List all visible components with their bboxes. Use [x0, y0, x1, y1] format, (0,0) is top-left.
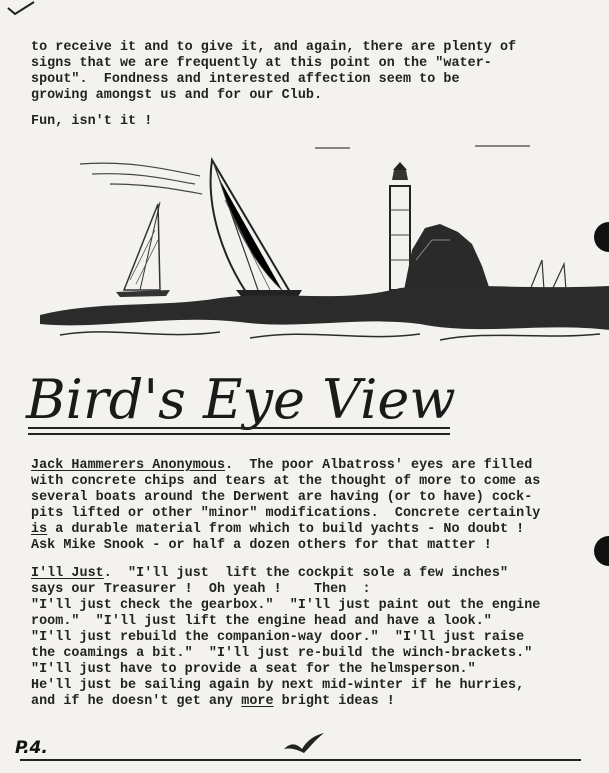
emphasis-word: more: [241, 694, 274, 709]
section-line: several boats around the Derwent are having (or to have) cock-: [31, 490, 533, 505]
intro-line: growing amongst us and for our Club.: [31, 88, 323, 103]
footer-rule: [20, 759, 581, 761]
section-line-text: and if he doesn't get any: [31, 694, 242, 709]
section-line: with concrete chips and tears at the thought of more to come as: [31, 474, 541, 489]
intro-line: signs that we are frequently at this point on the "water-: [31, 56, 492, 71]
section-line-text: . "I'll just lift the cockpit sole a few inches": [103, 566, 509, 581]
section-line: "I'll just check the gearbox." "I'll just paint out the engine: [31, 598, 541, 613]
tick-mark-icon: [4, 0, 38, 20]
section-first-line: [31, 566, 508, 581]
section-line-text: bright ideas !: [273, 694, 395, 709]
intro-line: to receive it and to give it, and again, there are plenty of: [31, 40, 517, 55]
section-line: room." "I'll just lift the engine head and have a look.": [31, 614, 492, 629]
column-title: [20, 362, 460, 452]
section-line: "I'll just have to provide a seat for the helmsperson.": [31, 662, 476, 677]
section-line-text: . The poor Albatross' eyes are filled: [225, 458, 533, 473]
section-heading: I'll Just: [31, 566, 104, 581]
section-line: pits lifted or other "minor" modifications. Concrete certainly: [31, 506, 541, 521]
section-line: "I'll just rebuild the companion-way door." "I'll just raise: [31, 630, 525, 645]
lighthouse-illustration: [20, 140, 609, 345]
seagull-icon: [282, 731, 326, 757]
page-number: P.4.: [15, 738, 48, 758]
section-line: the coamings a bit." "I'll just re-build the winch-brackets.": [31, 646, 533, 661]
emphasis-word: is: [31, 522, 48, 537]
section-line: Ask Mike Snook - or half a dozen others for that matter !: [31, 538, 492, 553]
svg-text:Bird's Eye View: Bird's Eye View: [26, 368, 456, 431]
intro-fun: Fun, isn't it !: [31, 114, 153, 129]
section-line: [31, 522, 524, 537]
section-first-line: [31, 458, 532, 473]
punch-hole: [594, 536, 609, 566]
section-line: says our Treasurer ! Oh yeah ! Then :: [31, 582, 371, 597]
section-line-text: a durable material from which to build yachts - No doubt !: [47, 522, 525, 537]
section-line: He'll just be sailing again by next mid-winter if he hurries,: [31, 678, 525, 693]
section-line: [31, 694, 395, 709]
intro-line: spout". Fondness and interested affection seem to be: [31, 72, 460, 87]
section-heading: Jack Hammerers Anonymous: [31, 458, 226, 473]
